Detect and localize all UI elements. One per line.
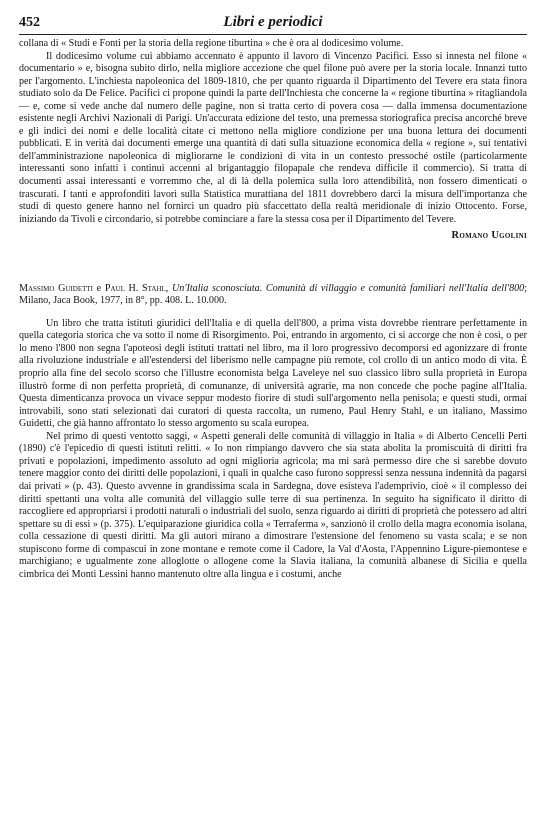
book-title: Un'Italia sconosciuta. Comunità di villaggio e comunità familiari nell'Italia dell'800 [171, 282, 525, 294]
review-pacifici [19, 38, 527, 243]
continuation-text: collana di « Studi e Fonti per la storia della regione tiburtina » che è ora al dodicesimo volume. [19, 38, 404, 49]
bibliographic-entry [19, 283, 527, 308]
review-guidetti-stahl [19, 318, 527, 581]
page-header [19, 13, 527, 33]
page-number: 452 [19, 15, 40, 30]
publication-details: ; Milano, Jaca Book, 1977, in 8°, pp. 408. L. 10.000. [19, 282, 528, 307]
header-rule [19, 34, 527, 35]
author-name: Massimo Guidetti [19, 282, 93, 294]
author-name: Paul H. Stahl [104, 282, 166, 294]
author-conjunction: e [93, 282, 105, 294]
review-paragraph: Un libro che tratta istituti giuridici dell'Italia e di quella dell'800, a prima vista dovrebbe rientrare perfettamente in quella categoria storica che va sotto il nome di Risorgimento. Poi, entrando in argomento, ci si accorge che non è così, o per lo meno l'800 non segna l'apoteosi degli istituti trattati nel libro, ma il loro progressivo decomporsi ed agonizzare di fronte alla rivoluzione industriale e all'estendersi del liberismo nelle campagne più remote, col crollo di un antico modo di vita. È proprio alla fine del secolo scorso che l'illustre economista belga Laveleye nel suo classico libro sulla proprietà in Europa illustrò forme di non perfetta proprietà, di comunanze, di università agrarie, ma non concede che poche pagine all'Italia. Questa dimenticanza provoca un vivace seppur modesto fiorire di studi sull'argomento nella penisola; e questi studi, ormai introvabili, sono stati selezionati dai curatori di questa raccolta, un rumeno, Paul Henry Stahl, e un italiano, Massimo Guidetti, che già hanno affrontato lo stesso argomento su scala europea. [19, 317, 527, 430]
review-paragraph: Nel primo di questi ventotto saggi, « Aspetti generali delle comunità di villaggio in Italia » di Alberto Cencelli Perti (1890) c'è l'epicedio di questi istituti relitti. « Io non rimpiango davvero che sia stata abolita la promiscuità di diritti fra privati e popolazioni, impedimento assoluto ad ogni miglioria agricola; ma mi sarà permesso dire che si sarebbe dovuto tenere maggior conto dei diritti delle popolazioni, i quali in qualche caso furono soppressi senza nessuna indennità da pagarsi dai privati » (p. 43). Questo avvenne in grandissima scala in Sardegna, dove esisteva l'ademprivio, cioè « il complesso dei diritti spettanti una volta alle comunità del villaggio sulle terre di sua pertinenza. In seguito ha significato il diritto di raccogliere ed appropriarsi i prodotti naturali o industriali del suolo, senza riguardo ai diritti di proprietà che potessero ad altri spettare su di essi » (p. 375). L'equiparazione giuridica colla « Terraferma », sanzionò il crollo della magra economia isolana, colla cessazione di questi diritti. Ma gli autori mirano a dimostrare l'estensione del fenomeno su vasta scala; e se non stupiscono forme di compascui in zone montane e remote come il Cadore, la Val d'Aosta, l'Appennino Ligure-piemontese e marchigiano; e ugualmente zone alloglotte o allogene come la Slavia italiana, la comunità albanese di Sicilia e quella cimbrica dei Monti Lessini hanno mantenuto oltre alla lingua e i costumi, anche [19, 430, 527, 580]
entry-separator: , [165, 282, 172, 294]
page-content [19, 38, 527, 581]
review-heading-guidetti-stahl [19, 283, 527, 308]
review-paragraph: Il dodicesimo volume cui abbiamo accennato è appunto il lavoro di Vincenzo Pacifici. Esso si innesta nel filone « documentario » e, bisogna subito dirlo, nella migliore accezione che quel filone può avere per la storia locale. Innanzi tutto per l'argomento. L'inchiesta napoleonica del 1809-1810, che per quanto riguarda il Dipartimento del Tevere era stata finora studiato solo da De Felice. Pacifici ci propone quindi la parte dell'Inchiesta che concerne la « regione tiburtina » ritagliandola — e, come si vede anche dal numero delle pagine, non si tratta certo di povera cosa — dalla immensa documentazione esistente negli Archivi Nazionali di Parigi. Un'accurata edizione del testo, una premessa storiografica precisa ancorché breve e gli indici dei nomi e delle località citate ci mettono nella migliore condizione per una buona lettura dei documenti pubblicati. E in verità dai documenti emerge una quantità di dati sulla situazione economica della « regione », sui tentativi dell'amministrazione napoleonica di migliorarne le condizioni di vita in un contesto pressoché ostile (particolarmente interessanti sono infatti i continui accenni al brigantaggio filopapale che rendeva difficile il commercio). Si tratta di documenti assai interessanti e vorremmo che, al di là della polemica sulla loro attendibilità, non fossero dimenticati o trascurati. I tanti e approfonditi lavori sulla Statistica murattiana del 1811 dovrebbero darci la misura dell'importanza che studi di questo genere hanno nel fornirci un quadro più sfaccettato della realtà meridionale di inizio Ottocento. Forse, iniziando da Tivoli e circondario, si potrebbe cominciare a fare la stessa cosa per il Dipartimento del Tevere. [19, 50, 527, 225]
running-title: Libri e periodici [223, 14, 323, 30]
reviewer-signature: Romano Ugolini [451, 230, 527, 242]
